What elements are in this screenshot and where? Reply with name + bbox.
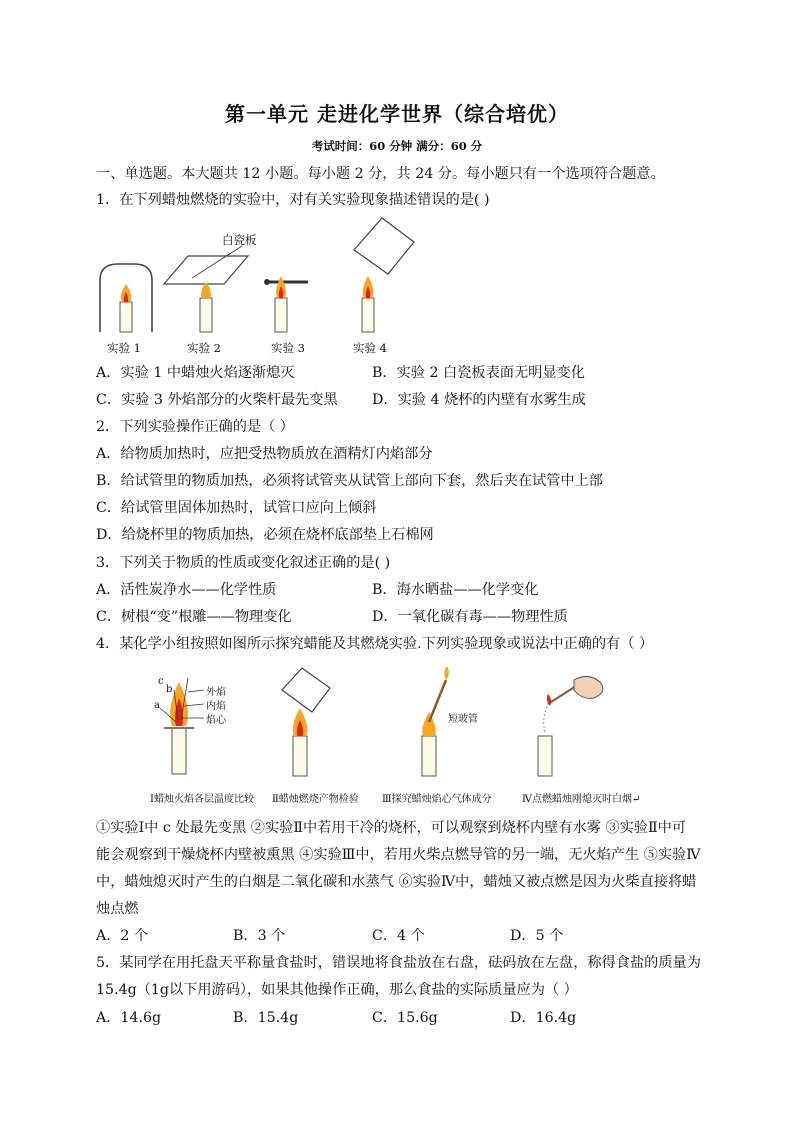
caption-exp2: 实验 2 [187, 341, 221, 355]
fig4-relight [538, 676, 603, 776]
q5-stem-line2: 15.4g（1g以下用游码），如果其他操作正确，那么食盐的实际质量应为（ ） [96, 982, 578, 998]
q2-option-a: A．给物质加热时，应把受热物质放在酒精灯内焰部分 [96, 446, 433, 462]
label-inner-flame: 内焰 [206, 701, 226, 712]
page-title: 第一单元 走进化学世界（综合培优） [225, 102, 569, 126]
q4-body-line4: 烛点燃 [96, 901, 139, 917]
q1-stem: 1．在下列蜡烛燃烧的实验中，对有关实验现象描述错误的是( ) [96, 192, 490, 208]
q1-option-d: D．实验 4 烧杯的内壁有水雾生成 [372, 392, 586, 408]
q5-option-d: D．16.4g [510, 1010, 577, 1026]
caption-exp4: 实验 4 [353, 341, 387, 355]
exp3-match-stick [264, 276, 308, 332]
caption-exp3: 实验 3 [271, 341, 305, 355]
q2-option-d: D．给烧杯里的物质加热，必须在烧杯底部垫上石棉网 [96, 527, 434, 543]
q3-stem: 3．下列关于物质的性质或变化叙述正确的是( ) [96, 555, 391, 571]
q2-stem: 2．下列实验操作正确的是（ ） [96, 419, 294, 435]
q5-option-c: C．15.6g [372, 1010, 438, 1026]
q4-body-line1: ①实验Ⅰ中 c 处最先变黑 ②实验Ⅱ中若用干冷的烧杯，可以观察到烧杯内壁有水雾 ③实验Ⅱ中可 [96, 820, 687, 836]
q4-option-b: B．3 个 [233, 928, 286, 944]
q3-option-a: A．活性炭净水——化学性质 [96, 582, 277, 598]
exp1-bell-jar [100, 264, 152, 332]
q1-option-a: A．实验 1 中蜡烛火焰逐渐熄灭 [96, 365, 295, 381]
plate-label: 白瓷板 [222, 233, 257, 247]
letter-a: a [154, 700, 160, 711]
q5-stem-line1: 5．某同学在用托盘天平称量食盐时，错误地将食盐放在右盘，砝码放在左盘，称得食盐的质量为 [96, 955, 701, 971]
caption-fig2: Ⅱ蜡烛燃烧产物检验 [272, 794, 359, 805]
q3-option-b: B．海水晒盐——化学变化 [372, 582, 539, 598]
exp2-white-plate [164, 246, 248, 332]
label-outer-flame: 外焰 [206, 687, 226, 698]
label-flame-core: 焰心 [206, 715, 226, 726]
caption-fig4 [522, 790, 640, 805]
label-short-tube: 短玻管 [448, 714, 478, 725]
exp4-beaker [354, 218, 414, 332]
q2-option-b: B．给试管里的物质加热，必须将试管夹从试管上部向下套，然后夹在试管中上部 [96, 473, 603, 489]
q5-option-b: B．15.4g [233, 1010, 299, 1026]
q4-option-c: C．4 个 [372, 928, 425, 944]
caption-fig3: Ⅲ探究蜡烛焰心气体成分 [382, 794, 492, 805]
caption-exp1: 实验 1 [107, 341, 141, 355]
q1-option-b: B．实验 2 白瓷板表面无明显变化 [372, 365, 585, 381]
caption-fig4-suffix: ↵ [632, 794, 641, 805]
fig3-glass-tube [422, 666, 449, 776]
section-heading: 一、单选题。本大题共 12 小题。每小题 2 分，共 24 分。每小题只有一个选项符合题意。 [96, 166, 665, 182]
q4-body-line3: 中，蜡烛熄灭时产生的白烟是二氧化碳和水蒸气 ⑥实验Ⅳ中，蜡烛又被点燃是因为火柴直接将蜡 [96, 874, 697, 890]
q1-option-c: C．实验 3 外焰部分的火柴杆最先变黑 [96, 392, 338, 408]
letter-b: b [166, 684, 173, 695]
q5-option-a: A．14.6g [96, 1010, 162, 1026]
caption-fig1: Ⅰ蜡烛火焰各层温度比较 [150, 794, 254, 805]
exam-meta: 考试时间：60 分钟 满分：60 分 [311, 139, 483, 153]
q4-option-d: D．5 个 [510, 928, 564, 944]
caption-fig4-text: Ⅳ点燃蜡烛刚熄灭时白烟 [522, 794, 632, 805]
q3-option-d: D．一氧化碳有毒——物理性质 [372, 609, 568, 625]
q4-stem: 4．某化学小组按照如图所示探究蜡能及其燃烧实验.下列实验现象或说法中正确的有（ ） [96, 636, 654, 652]
q4-option-a: A．2 个 [96, 928, 149, 944]
fig2-beaker-candle [282, 668, 330, 776]
letter-c: c [158, 676, 164, 687]
q3-option-c: C．树根“变”根雕——物理变化 [96, 609, 292, 625]
q4-body-line2: 能会观察到干燥烧杯内壁被熏黑 ④实验Ⅲ中，若用火柴点燃导管的另一端，无火焰产生 ⑤实验Ⅳ [96, 847, 701, 863]
q2-option-c: C．给试管里固体加热时，试管口应向上倾斜 [96, 500, 377, 516]
